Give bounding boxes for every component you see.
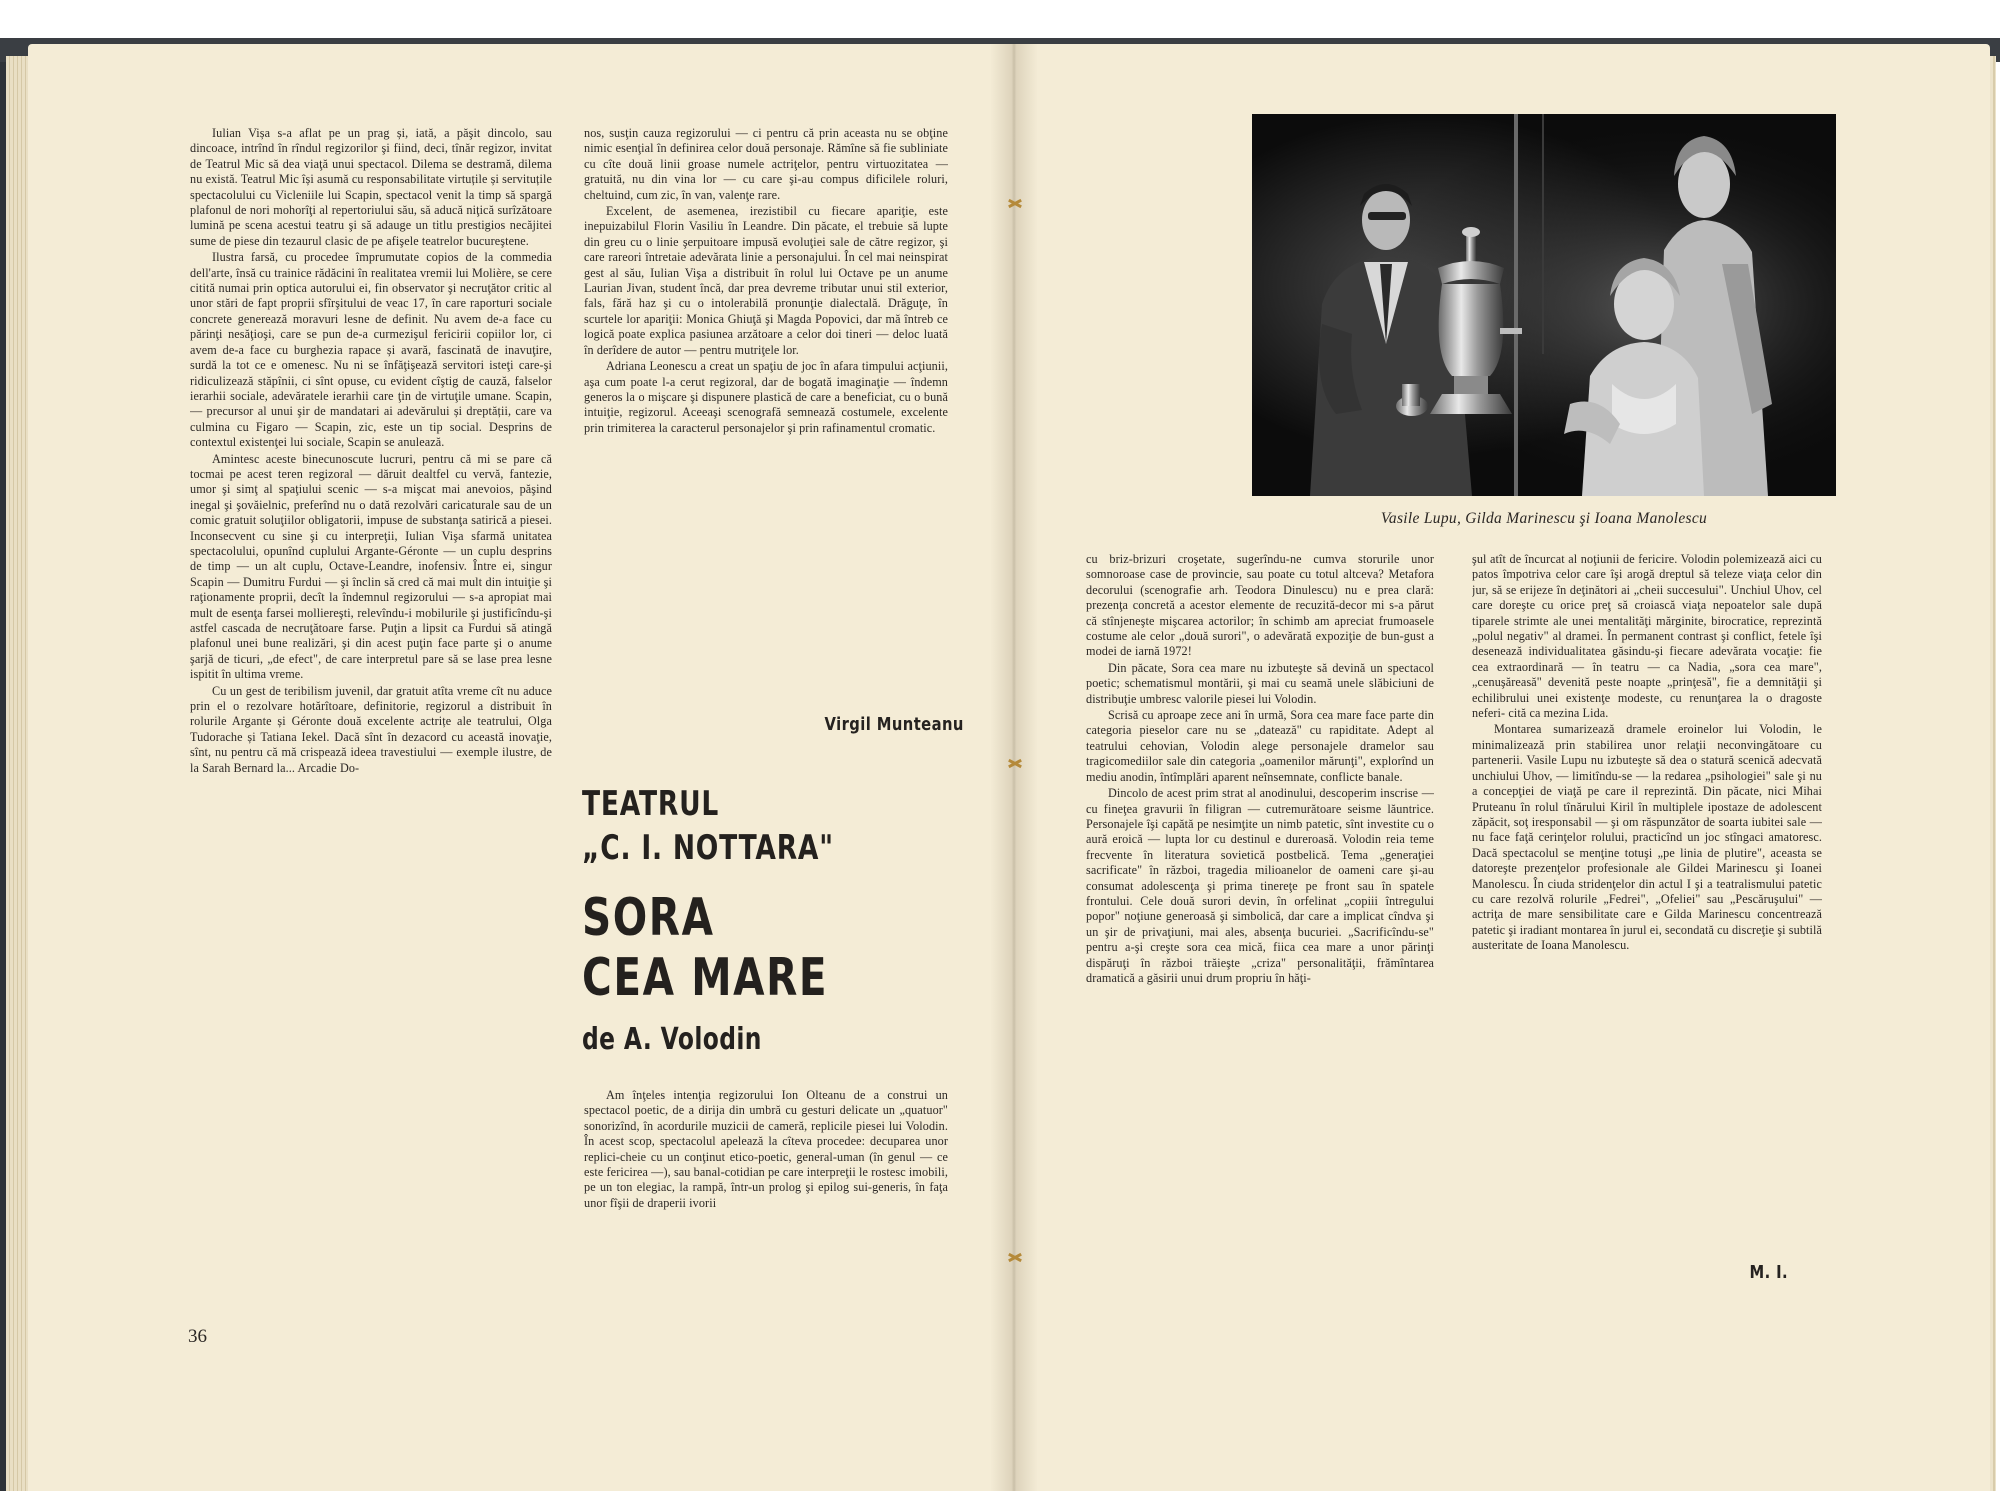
paragraph: Din păcate, Sora cea mare nu izbuteşte să devină un spectacol poetic; schematismul montării, şi mai cu seamă unele slăbiciuni de distribuţie umbresc valorile piesei lui Volodin. <box>1086 660 1434 706</box>
theatre-name-line1: TEATRUL <box>582 784 720 824</box>
paragraph: Montarea sumarizează dramele eroinelor lui Volodin, le minimalizează prin stabilirea unor relaţii neconvingătoare cu partenerii. Vasile Lupu nu izbuteşte să dea o statură scenică adecvată unchiului Uhov, — limitîndu-se — la redarea „psihologiei" sale şi nu a concepţiei de viaţă pe care il reprezintă. Din păcate, nici Mihai Pruteanu în rolul tînărului Kiril în multiplele ipostaze de adolescent zăpăcit, soţ iresponsabil — şi om răspunzător de soarta iubitei sale — nu face faţă cerinţelor rolului, practicînd un joc stîngaci amatoresc. Dacă spectacolul se menţine totuşi „pe linia de plutire", aceasta se datoreşte prezenţelor profesionale ale Gildei Marinescu şi Ioanei Manolescu. În ciuda stridenţelor din actul I şi a teatralismului patetic cu care rezolvă rolurile „Fedrei", „Ofeliei" sau „Pescăruşului" — actriţa de mare sensibilitate care e Gilda Marinescu concentrează patetic şi iradiant montarea în jurul ei, secondată cu discreţie şi subtilă austeritate de Ioana Manolescu. <box>1472 722 1822 953</box>
page-number: 36 <box>188 1326 207 1347</box>
stage-photo <box>1252 114 1836 496</box>
paragraph: Adriana Leonescu a creat un spaţiu de joc în afara timpului acţiunii, aşa cum poate l-a cerut regizoral, dar de bogată imaginaţie — îndemn generos la o mişcare şi dispunere plastică de care a beneficiat, cu o bună intuiţie, regizorul. Aceeaşi scenografă semnează costumele, excelente prin trimiterea la caracterul personajelor şi prin rafinamentul cromatic. <box>584 359 948 435</box>
paragraph: Excelent, de asemenea, irezistibil cu fiecare apariţie, este inepuizabilul Florin Vasiliu în Leandre. Din păcate, el trebuie să lupte din greu cu o linie şerpuitoare impusă evoluţiei sale de către regizor, şi care rareori întretaie adevărata linie a personajului. În cel mai neinspirat gest al său, Iulian Vişa a distribuit în rolul lui Octave pe un anume Laurian Jivan, student încă, dar prea devreme tributar unui stil exterior, fals, fără haz şi cu o intolerabilă pronunţie dialectală. Drăguţe, în scurtele lor apariţii: Monica Ghiuţă şi Magda Popovici, dar mă întreb ce logică poate explica pasiunea arzătoare a celor doi tineri — deloc luată în derîdere de autor — pentru mutriţele lor. <box>584 204 948 357</box>
theatre-name-line2: „C. I. NOTTARA" <box>582 828 834 868</box>
stage-photo-image <box>1252 114 1836 496</box>
review-column-4 <box>1472 552 1822 1254</box>
paragraph: nos, susţin cauza regizorului — ci pentru că prin aceasta nu se obţine nimic esenţial în definirea celor două personaje. Rămîne să fie subliniate cu cîte două linii groase numele actriţelor, pentru virtuozitatea — gratuită, nu din vina lor — cu care şi-au compus dificilele roluri, cheltuind, cum zic, în van, valenţe rare. <box>584 126 948 202</box>
paragraph: Iulian Vișa s-a aflat pe un prag și, iată, a păşit dincolo, sau dincoace, intrînd în rîndul regizorilor şi fiind, deci, tînăr regizor, invitat de Teatrul Mic să dea viaţă unui spectacol. Dilema se destramă, dilema nu există. Teatrul Mic își asumă cu responsabilitate virtuțile și servituțile spectacolului cu Vicleniile lui Scapin, spectacol venit la timp să spargă plafonul de nori mohorîţi al repertoriului său, să aducă niţică surîzătoare lumină pe scena acestui teatru şi să adauge un titlu prestigios necăjitei sume de piese din tezaurul clasic de pe afişele teatrelor bucureştene. <box>190 126 552 248</box>
author-signature: M. I. <box>1749 1262 1788 1283</box>
binding-thread <box>1008 196 1022 212</box>
binding-thread <box>1008 1250 1022 1266</box>
paragraph: Amintesc aceste binecunoscute lucruri, pentru că mi se pare că tocmai pe acest teren regizoral — dăruit dealtfel cu vervă, fantezie, umor şi simţ al spaţiului scenic — s-a mişcat mai anevoios, păşind inegal şi şovăielnic, preferînd nu o dată rezolvări caricaturale sau de un comic gratuit soluţiilor obligatorii, impuse de substanţa satirică a piesei. Inconsecvent cu sine şi cu interpreţii, Iulian Vişa sfarmă unitatea spectacolului, opunînd cuplului Argante-Géronte — un cuplu desprins de timp — un alt cuplu, Octave-Leandre, inofensiv. Între ei, singur Scapin — Dumitru Furdui — şi înclin să cred că mai mult din intuiţie şi raţionamente proprii, decît la îndemnul regizorului — s-a apropiat mai mult de esenţa farsei molliereşti, relevîndu-i mobilurile şi justificîndu-şi astfel cascada de necruţătoare farse. Puţin a lipsit ca Furdui să atingă plafonul unei bune realizări, şi din acest puţin face parte şi o anume şarjă de ticuri, „de efect", de care interpretul pare să se lase prea lesne ispitit în ultima vreme. <box>190 451 552 682</box>
paragraph: Dincolo de acest prim strat al anodinului, descoperim inscrise — cu fineţea gravurii în filigran — cutremurătoare seisme lăuntrice. Personajele îşi capătă pe nesimţite un nimb patetic, sînt investite cu o aură eroică — lupta lor cu destinul e dureroasă. Volodin reia teme frecvente în literatura sovietică postbelică. Tema „generaţiei sacrificate" în război, tragedia milioanelor de oameni care şi-au consumat adolescenţa şi prima tinereţe pe front sau în spatele frontului. Cele două surori devin, în orfelinat „copiii întregului popor" noţiune generoasă şi simbolică, dar care a implicat cîndva şi un şir de privaţiuni, mai ales, absenţa bucuriei. „Sacrificîndu-se" pentru a-şi creşte sora cea mică, fiica cea mare a unor părinţi dispăruţi în război trăieşte „criza" personalităţii, frămîntarea dramatică a găsirii unui drum propriu în hăţi- <box>1086 786 1434 985</box>
photo-caption: Vasile Lupu, Gilda Marinescu şi Ioana Manolescu <box>1380 510 1708 527</box>
binding-thread <box>1008 756 1022 772</box>
play-title-line2: CEA MARE <box>582 948 829 1008</box>
play-author: de A. Volodin <box>582 1022 762 1057</box>
paragraph: cu briz-brizuri croşetate, sugerîndu-ne cumva storurile unor somnoroase case de provincie, sau poate cu totul altceva? Metafora decorului (scenografie arh. Teodora Dinulescu) nu e prea clară: prezenţa concretă a acestor elemente de recuzită-decor mi s-a părut că stînjeneşte mişcarea actorilor; în schimb am apreciat frumoasele costume ale celor „două surori", o adevărată expoziţie de bun-gust a modei de iarnă 1972! <box>1086 552 1434 659</box>
paragraph: Scrisă cu aproape zece ani în urmă, Sora cea mare face parte din categoria pieselor care nu se „datează" cu rapiditate. Adept al teatrului cehovian, Volodin alege personajele dramelor sau tragicomediilor sale din categoria „oamenilor mărunţi", explorînd un mediu anodin, întîmplări aparent neînsemnate, conflicte banale. <box>1086 708 1434 784</box>
review-column-2 <box>584 126 948 686</box>
review-column-1 <box>190 126 552 1304</box>
review-column-3 <box>1086 552 1434 1284</box>
review-column-2-bottom <box>584 1088 948 1304</box>
author-signature: Virgil Munteanu <box>824 714 964 735</box>
paragraph: Am înţeles intenţia regizorului Ion Olteanu de a construi un spectacol poetic, de a dirija din umbră cu gesturi delicate un „quatuor" sonorizînd, în acordurile muzicii de cameră, replicile piesei lui Volodin. În acest scop, spectacolul apelează la cîteva procedee: decuparea unor replici-cheie cu un conţinut etico-poetic, general-uman (în genul — ce este fericirea —), sau banal-cotidian pe care interpreţii le rostesc imobili, pe un ton elegiac, la rampă, într-un prolog şi epilog sui-generis, în faţa unor fîşii de draperii ivorii <box>584 1088 948 1210</box>
paragraph: Cu un gest de teribilism juvenil, dar gratuit atîta vreme cît nu aduce prin el o rezolvare hotărîtoare, definitorie, regizorul a distribuit în rolurile Argante și Géronte două excelente actrițe ale teatrului, Olga Tudorache și Tatiana Iekel. Dacă sînt în dezacord cu această inovaţie, sînt, nu pentru că mă crispează ideea travestiului — exemple ilustre, de la Sarah Bernard la... Arcadie Do- <box>190 683 552 775</box>
paragraph: şul atît de încurcat al noţiunii de fericire. Volodin polemizează aici cu patos împotriva celor care îşi arogă dreptul să teleze viaţa celor din jur, să se erijeze în deţinători ai „cheii succesului". Unchiul Uhov, cel care doreşte cu orice preţ să croiască viaţa nepoatelor sale după tiparele strimte ale unei mentalităţi mărginite, birocratice, reprezintă „polul negativ" al dramei. În permanent contrast şi conflict, fetele îşi desenează individualitatea găsindu-şi fiecare adevărata vocaţie: fie cea extraordinară — în teatru — ca Nadia, „sora cea mare", „cenuşăreasă" devenită peste noapte „prinţesă", fie a demnităţii şi echilibrului unei existenţe modeste, cu renunţarea la o dragoste neferi- cită ca mezina Lida. <box>1472 552 1822 721</box>
play-title-line1: SORA <box>582 888 715 948</box>
paragraph: Ilustra farsă, cu procedee împrumutate copios de la commedia dell'arte, însă cu trainice rădăcini în realitatea vremii lui Molière, se cere citită numai prin optica autorului ei, fin observator şi necruţător critic al unor stări de fapt proprii sfîrşitului de veac 17, în care raporturi sociale concrete generează moravuri lesne de definit. Nu avem de-a face cu părinţi nesăţioşi, care se pun de-a curmezişul fericirii copiilor lor, ci avem de-a face cu burghezia rapace și avară, fascinată de inavuţire, surdă la tot ce e omenesc. Nu ni se înfăţişează servitori isteţi care-şi ridiculizează stăpînii, ci sînt opuse, cu evident cîştig de cauză, falselor ierarhii sociale, adevăratele ierarhii care ţin de virtuţile umane. Scapin, — precursor al unui şir de mandatari ai adevărului și dreptății, care va culmina cu Figaro — Scapin, zic, este un tip social. Desprins de contextul existenţei lui sociale, Scapin se anulează. <box>190 250 552 450</box>
